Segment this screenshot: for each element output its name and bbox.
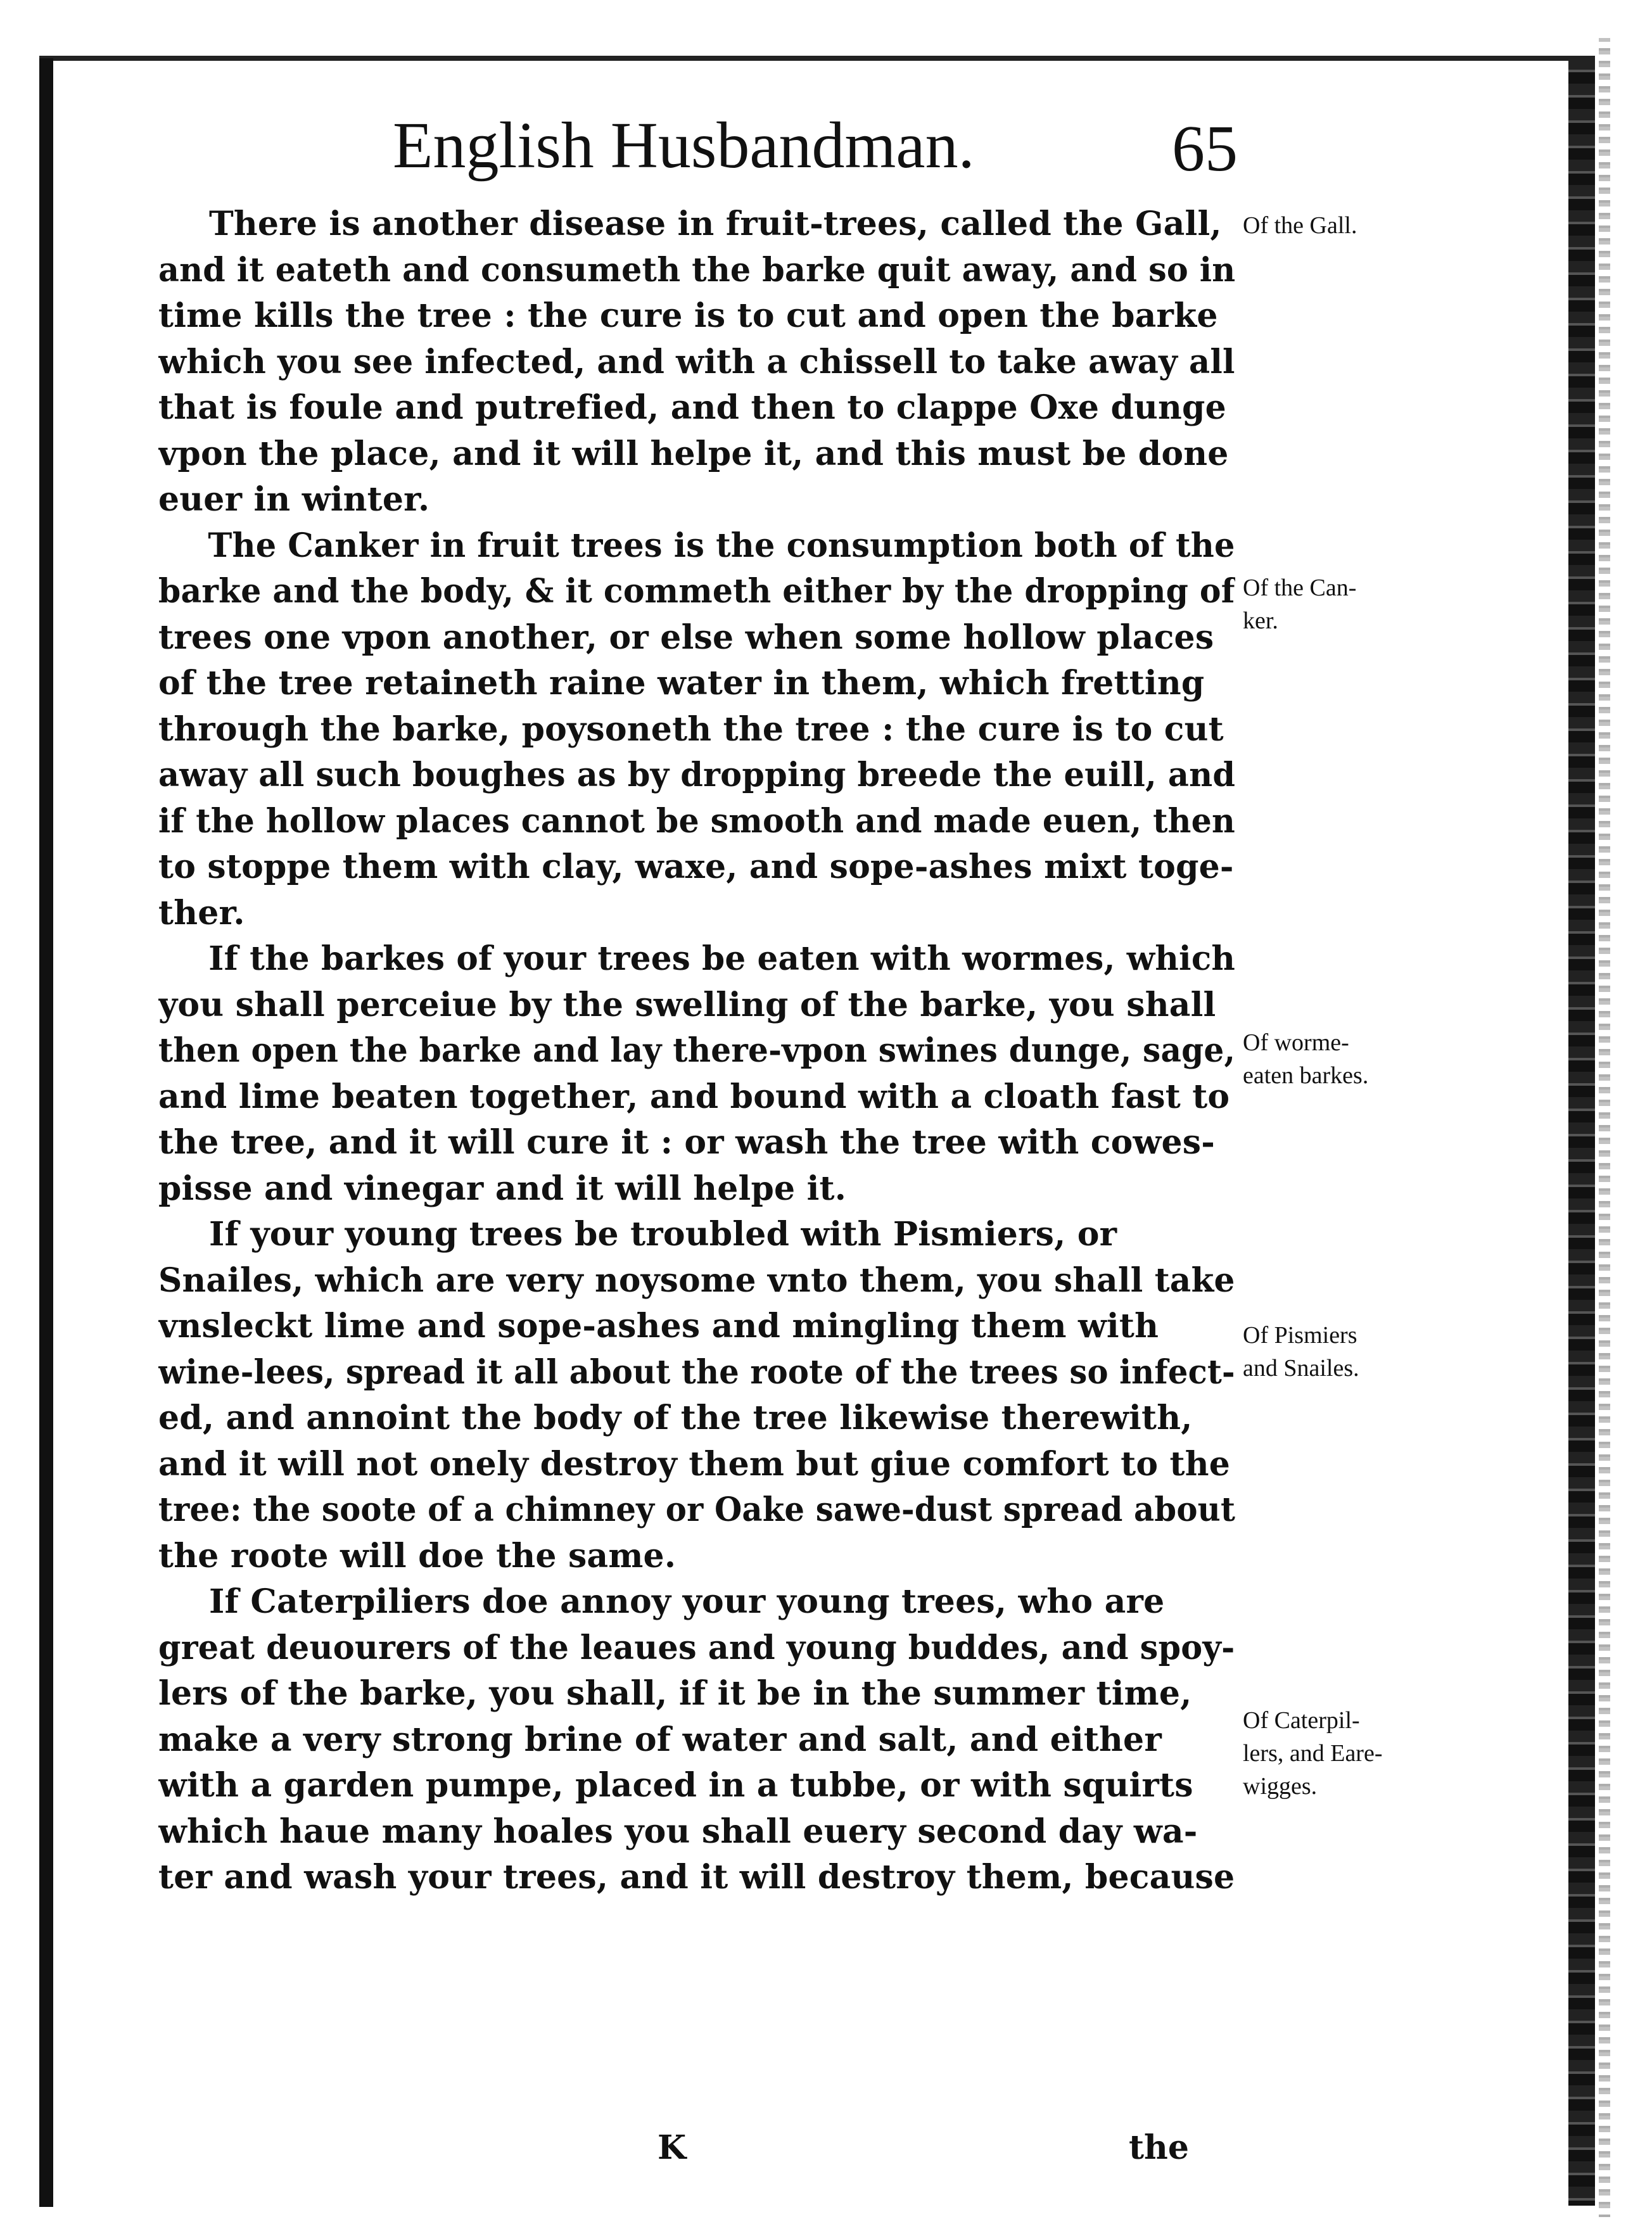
catchword: the: [1129, 2128, 1189, 2167]
text-line: If Caterpiliers doe annoy your young trees, who are: [209, 1582, 1165, 1621]
text-line: of the tree retaineth raine water in them, which fretting: [158, 664, 1205, 702]
text-line: through the barke, poysoneth the tree : the cure is to cut: [158, 709, 1224, 749]
margin-note-text: Of Pismiers and Snailes.: [1243, 1322, 1359, 1382]
text-line: euer in winter.: [158, 480, 430, 519]
margin-note-text: Of the Gall.: [1243, 212, 1357, 239]
text-line: wine-lees, spread it all about the roote of the trees so infect-: [158, 1352, 1235, 1392]
margin-note-text: Of the Can- ker.: [1243, 575, 1357, 634]
text-line: vpon the place, and it will helpe it, and this must be done: [158, 434, 1229, 473]
text-line: lers of the barke, you shall, if it be in the summer time,: [158, 1674, 1192, 1713]
text-line: you shall perceiue by the swelling of the barke, you shall: [158, 985, 1216, 1024]
text-line: and lime beaten together, and bound with a cloath fast to: [158, 1077, 1230, 1116]
body-text: [158, 201, 1235, 1901]
text-line: tree: the soote of a chimney or Oake sawe-dust spread about: [158, 1491, 1235, 1529]
text-line: that is foule and putrefied, and then to clappe Oxe dunge: [158, 388, 1226, 427]
text-line: Snailes, which are very noysome vnto them, you shall take: [158, 1261, 1235, 1300]
page-edge-shadow: [1599, 38, 1610, 2217]
margin-note-canker: [1243, 538, 1433, 637]
text-line: and it will not onely destroy them but giue comfort to the: [158, 1444, 1231, 1484]
margin-note-gall: [1243, 209, 1433, 242]
text-line: if the hollow places cannot be smooth and made euen, then: [158, 801, 1235, 841]
text-line: away all such boughes as by dropping breede the euill, and: [158, 756, 1235, 794]
text-line: which you see infected, and with a chissell to take away all: [158, 342, 1235, 381]
text-line: with a garden pumpe, placed in a tubbe, or with squirts: [158, 1766, 1193, 1805]
margin-note-text: Of worme- eaten barkes.: [1243, 1029, 1369, 1089]
margin-note-text: Of Caterpil- lers, and Eare- wigges.: [1243, 1707, 1383, 1800]
text-line: vnsleckt lime and sope-ashes and mingling them with: [158, 1307, 1159, 1345]
text-line: the roote will doe the same.: [158, 1536, 677, 1575]
text-line: trees one vpon another, or else when some hollow places: [158, 618, 1214, 657]
text-line: the tree, and it will cure it : or wash the tree with cowes-: [158, 1123, 1216, 1162]
text-line: If your young trees be troubled with Pismiers, or: [209, 1215, 1117, 1254]
text-line: make a very strong brine of water and salt, and either: [158, 1720, 1162, 1759]
text-line: pisse and vinegar and it will helpe it.: [158, 1169, 847, 1208]
text-line: If the barkes of your trees be eaten with wormes, which: [208, 939, 1236, 978]
text-line: The Canker in fruit trees is the consumption both of the: [208, 526, 1235, 565]
text-line: great deuourers of the leaues and young buddes, and spoy-: [158, 1628, 1235, 1667]
margin-note-caterpilers-earewigges: [1243, 1671, 1433, 1803]
signature-mark: K: [658, 2128, 687, 2167]
text-line: ther.: [158, 893, 245, 932]
text-line: to stoppe them with clay, waxe, and sope-ashes mixt toge-: [158, 848, 1234, 886]
text-line: then open the barke and lay there-vpon swines dunge, sage,: [158, 1031, 1235, 1070]
margin-note-pismiers-snailes: [1243, 1286, 1433, 1385]
text-line: time kills the tree : the cure is to cut and open the barke: [158, 296, 1218, 335]
text-line: There is another disease in fruit-trees, called the Gall,: [209, 205, 1222, 243]
margin-note-worm-eaten-barkes: [1243, 993, 1433, 1092]
text-line: and it eateth and consumeth the barke quit away, and so in: [158, 250, 1235, 289]
page-binding-left: [39, 58, 53, 2207]
page-number: 65: [1172, 112, 1238, 185]
page-fore-edge-right: [1568, 58, 1595, 2206]
text-line: ed, and annoint the body of the tree likewise therewith,: [158, 1399, 1193, 1437]
text-line: barke and the body, & it commeth either by the dropping of: [158, 572, 1235, 611]
page-top-edge: [39, 56, 1595, 61]
text-line: which haue many hoales you shall euery second day wa-: [158, 1812, 1198, 1851]
running-title: English Husbandman.: [393, 109, 975, 182]
text-line: ter and wash your trees, and it will destroy them, because: [158, 1858, 1235, 1897]
